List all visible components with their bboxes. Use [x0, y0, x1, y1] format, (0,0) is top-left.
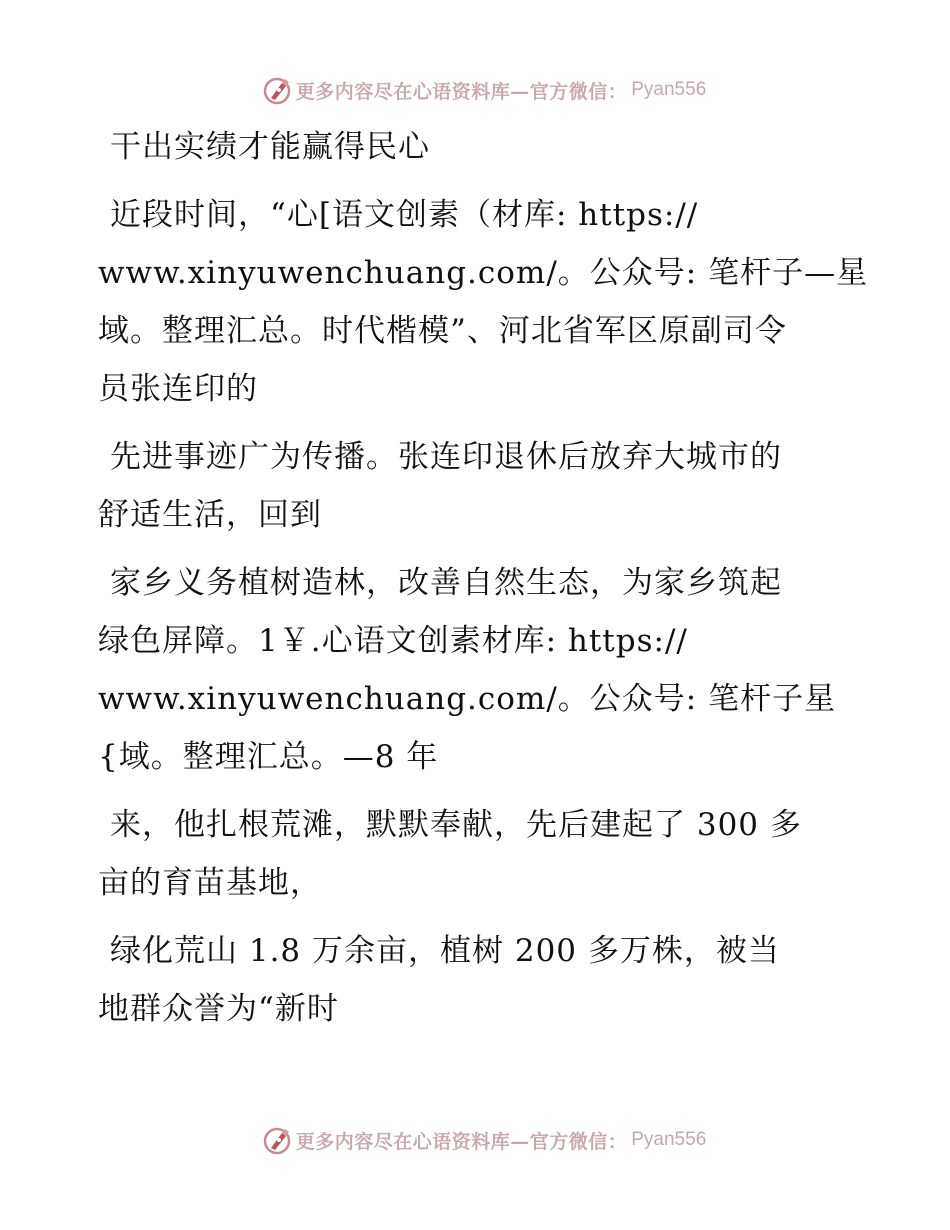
document-body [98, 118, 869, 1038]
header-banner-text: 更多内容尽在心语资料库—官方微信： [295, 80, 628, 103]
text-line: 地群众誉为“新时 [98, 991, 339, 1027]
pen-nib-logo-icon [262, 75, 292, 105]
text-line: {域。整理汇总。—8 年 [98, 739, 439, 775]
document-title: 干出实绩才能赢得民心 [110, 129, 430, 165]
text-line: 绿色屏障。1￥.心语文创素材库: https:// [98, 623, 688, 659]
text-line: 绿化荒山 1.8 万余亩，植树 200 多万株，被当 [110, 933, 780, 969]
text-line: www.xinyuwenchuang.com/。公众号: 笔杆子—星 [98, 255, 869, 291]
text-line: 先进事迹广为传播。张连印退休后放弃大城市的 [110, 439, 782, 475]
pen-nib-logo-icon [262, 1125, 292, 1155]
header-banner [0, 70, 950, 110]
footer-banner [0, 1120, 950, 1160]
text-line: 员张连印的 [98, 371, 258, 407]
text-line: 亩的育苗基地， [98, 865, 322, 901]
text-line: 舒适生活，回到 [98, 497, 322, 533]
footer-banner-text: 更多内容尽在心语资料库—官方微信： [295, 1130, 628, 1153]
footer-wechat-id: Pyan556 [631, 1129, 707, 1150]
text-line: 近段时间，“心[语文创素（材库: https:// [110, 197, 699, 233]
text-line: 家乡义务植树造林，改善自然生态，为家乡筑起 [110, 565, 782, 601]
text-line: www.xinyuwenchuang.com/。公众号: 笔杆子星 [98, 681, 837, 717]
text-line: 域。整理汇总。时代楷模”、河北省军区原副司令 [98, 313, 787, 349]
header-wechat-id: Pyan556 [631, 79, 707, 100]
text-line: 来，他扎根荒滩，默默奉献，先后建起了 300 多 [110, 807, 802, 843]
